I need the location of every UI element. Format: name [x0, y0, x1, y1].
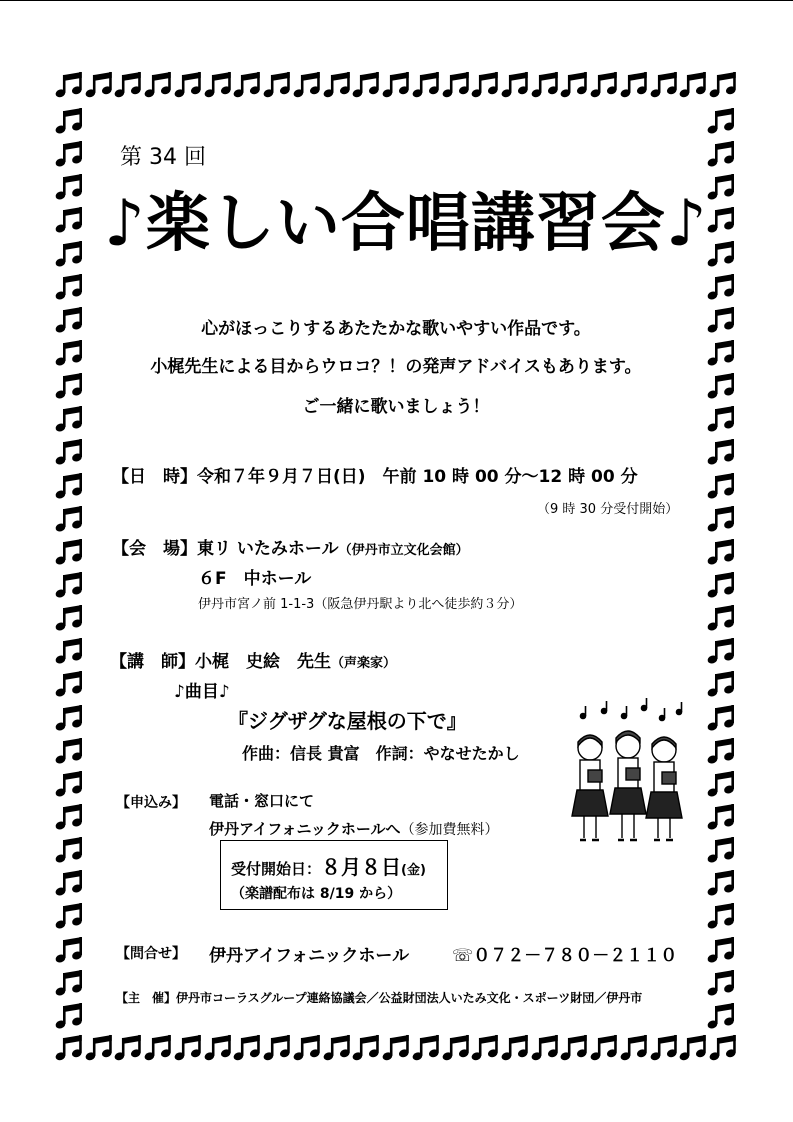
- venue-name: 東リ いたみホール: [197, 539, 339, 559]
- beamed-eighth-notes-icon: [54, 769, 84, 799]
- beamed-eighth-notes-icon: [706, 570, 736, 600]
- beamed-eighth-notes-icon: [143, 1033, 173, 1063]
- choir-singers-illustration: [552, 690, 692, 845]
- reception-start-row: [231, 851, 426, 880]
- beamed-eighth-notes-icon: [54, 371, 84, 401]
- lecturer-name: 小梶 史絵 先生: [195, 652, 331, 672]
- beamed-eighth-notes-icon: [262, 1033, 292, 1063]
- beamed-eighth-notes-icon: [706, 935, 736, 965]
- reception-start-box: [220, 840, 448, 910]
- beamed-eighth-notes-icon: [54, 868, 84, 898]
- intro-line-1: 心がほっこりするあたたかな歌いやすい作品です。: [201, 319, 591, 339]
- beamed-eighth-notes-icon: [706, 703, 736, 733]
- beamed-eighth-notes-icon: [54, 305, 84, 335]
- beamed-eighth-notes-icon: [173, 70, 203, 100]
- datetime-value: 令和７年９月７日(日) 午前 10 時 00 分～12 時 00 分: [197, 467, 638, 487]
- beamed-eighth-notes-icon: [706, 272, 736, 302]
- beamed-eighth-notes-icon: [706, 968, 736, 998]
- beamed-eighth-notes-icon: [54, 703, 84, 733]
- beamed-eighth-notes-icon: [530, 1033, 560, 1063]
- beamed-eighth-notes-icon: [530, 70, 560, 100]
- lecturer-role: （声楽家）: [331, 656, 397, 671]
- application-place-row: [209, 818, 499, 839]
- beamed-eighth-notes-icon: [54, 70, 84, 100]
- beamed-eighth-notes-icon: [292, 70, 322, 100]
- beamed-eighth-notes-icon: [706, 437, 736, 467]
- beamed-eighth-notes-icon: [708, 70, 738, 100]
- inquiry-name: 伊丹アイフォニックホール: [209, 946, 410, 966]
- beamed-eighth-notes-icon: [706, 371, 736, 401]
- beamed-eighth-notes-icon: [54, 205, 84, 235]
- beamed-eighth-notes-icon: [706, 338, 736, 368]
- beamed-eighth-notes-icon: [706, 1001, 736, 1031]
- venue-label: 【会 場】: [112, 539, 197, 559]
- beamed-eighth-notes-icon: [54, 1001, 84, 1031]
- beamed-eighth-notes-icon: [54, 935, 84, 965]
- beamed-eighth-notes-icon: [706, 868, 736, 898]
- beamed-eighth-notes-icon: [54, 172, 84, 202]
- score-distribution-note: （楽譜配布は 8/19 から）: [231, 886, 402, 902]
- datetime-row: [112, 462, 638, 487]
- beamed-eighth-notes-icon: [54, 504, 84, 534]
- venue-name-note: （伊丹市立文化会館）: [338, 543, 469, 558]
- beamed-eighth-notes-icon: [54, 404, 84, 434]
- beamed-eighth-notes-icon: [706, 106, 736, 136]
- beamed-eighth-notes-icon: [143, 70, 173, 100]
- venue-room: ６F 中ホール: [198, 569, 312, 589]
- beamed-eighth-notes-icon: [706, 504, 736, 534]
- application-place: 伊丹アイフォニックホールへ: [209, 820, 401, 838]
- beamed-eighth-notes-icon: [706, 835, 736, 865]
- beamed-eighth-notes-icon: [559, 1033, 589, 1063]
- note-border-left: [54, 106, 84, 1031]
- beamed-eighth-notes-icon: [706, 139, 736, 169]
- top-rule: [0, 0, 793, 1]
- application-method: 電話・窓口にて: [209, 792, 315, 810]
- beamed-eighth-notes-icon: [706, 769, 736, 799]
- inquiry-phone: ☏０７２－７８０－２１１０: [452, 946, 678, 966]
- beamed-eighth-notes-icon: [706, 802, 736, 832]
- beamed-eighth-notes-icon: [706, 239, 736, 269]
- reception-start-weekday: (金): [401, 863, 426, 878]
- beamed-eighth-notes-icon: [54, 106, 84, 136]
- repertoire-label: ♪曲目♪: [174, 682, 230, 702]
- beamed-eighth-notes-icon: [678, 70, 708, 100]
- note-border-top: [54, 70, 738, 100]
- beamed-eighth-notes-icon: [203, 70, 233, 100]
- beamed-eighth-notes-icon: [500, 1033, 530, 1063]
- beamed-eighth-notes-icon: [262, 70, 292, 100]
- beamed-eighth-notes-icon: [619, 1033, 649, 1063]
- beamed-eighth-notes-icon: [292, 1033, 322, 1063]
- beamed-eighth-notes-icon: [54, 537, 84, 567]
- reception-start-label: 受付開始日：: [231, 860, 322, 878]
- beamed-eighth-notes-icon: [706, 471, 736, 501]
- beamed-eighth-notes-icon: [232, 70, 262, 100]
- beamed-eighth-notes-icon: [54, 603, 84, 633]
- beamed-eighth-notes-icon: [559, 70, 589, 100]
- application-fee: （参加費無料）: [400, 822, 499, 838]
- intro-line-2: 小梶先生による目からウロコ？！の発声アドバイスもあります。: [150, 357, 642, 377]
- beamed-eighth-notes-icon: [54, 835, 84, 865]
- beamed-eighth-notes-icon: [706, 901, 736, 931]
- beamed-eighth-notes-icon: [54, 471, 84, 501]
- venue-address: 伊丹市宮ノ前 1-1-3（阪急伊丹駅より北へ徒歩約３分）: [198, 597, 523, 612]
- beamed-eighth-notes-icon: [54, 901, 84, 931]
- beamed-eighth-notes-icon: [706, 603, 736, 633]
- reception-time-note: （9 時 30 分受付開始）: [537, 502, 679, 517]
- beamed-eighth-notes-icon: [470, 1033, 500, 1063]
- beamed-eighth-notes-icon: [411, 70, 441, 100]
- page-title: ♪楽しい合唱講習会♪: [104, 187, 708, 261]
- organizer-line: 【主 催】伊丹市コーラスグループ連絡協議会／公益財団法人いたみ文化・スポーツ財団／伊丹市: [116, 991, 643, 1005]
- beamed-eighth-notes-icon: [619, 70, 649, 100]
- beamed-eighth-notes-icon: [706, 404, 736, 434]
- beamed-eighth-notes-icon: [54, 636, 84, 666]
- beamed-eighth-notes-icon: [706, 636, 736, 666]
- beamed-eighth-notes-icon: [381, 70, 411, 100]
- application-label: 【申込み】: [116, 795, 186, 811]
- beamed-eighth-notes-icon: [706, 736, 736, 766]
- beamed-eighth-notes-icon: [84, 1033, 114, 1063]
- beamed-eighth-notes-icon: [411, 1033, 441, 1063]
- beamed-eighth-notes-icon: [54, 437, 84, 467]
- inquiry-label: 【問合せ】: [116, 946, 186, 962]
- beamed-eighth-notes-icon: [54, 239, 84, 269]
- beamed-eighth-notes-icon: [173, 1033, 203, 1063]
- edition-number: 第 34 回: [120, 145, 206, 170]
- beamed-eighth-notes-icon: [84, 70, 114, 100]
- beamed-eighth-notes-icon: [54, 802, 84, 832]
- venue-row: [112, 534, 469, 559]
- beamed-eighth-notes-icon: [706, 537, 736, 567]
- beamed-eighth-notes-icon: [54, 139, 84, 169]
- song-credits: 作曲：信長 貴富 作詞：やなせたかし: [242, 744, 520, 763]
- beamed-eighth-notes-icon: [54, 272, 84, 302]
- beamed-eighth-notes-icon: [113, 70, 143, 100]
- beamed-eighth-notes-icon: [54, 1033, 84, 1063]
- beamed-eighth-notes-icon: [54, 570, 84, 600]
- beamed-eighth-notes-icon: [322, 1033, 352, 1063]
- beamed-eighth-notes-icon: [203, 1033, 233, 1063]
- lecturer-label: 【講 師】: [110, 652, 195, 672]
- lecturer-row: [110, 647, 396, 672]
- datetime-label: 【日 時】: [112, 467, 197, 487]
- beamed-eighth-notes-icon: [706, 669, 736, 699]
- beamed-eighth-notes-icon: [589, 70, 619, 100]
- beamed-eighth-notes-icon: [500, 70, 530, 100]
- beamed-eighth-notes-icon: [54, 669, 84, 699]
- beamed-eighth-notes-icon: [441, 70, 471, 100]
- beamed-eighth-notes-icon: [708, 1033, 738, 1063]
- beamed-eighth-notes-icon: [649, 1033, 679, 1063]
- beamed-eighth-notes-icon: [351, 70, 381, 100]
- beamed-eighth-notes-icon: [381, 1033, 411, 1063]
- beamed-eighth-notes-icon: [54, 736, 84, 766]
- beamed-eighth-notes-icon: [470, 70, 500, 100]
- beamed-eighth-notes-icon: [322, 70, 352, 100]
- beamed-eighth-notes-icon: [351, 1033, 381, 1063]
- beamed-eighth-notes-icon: [54, 968, 84, 998]
- beamed-eighth-notes-icon: [54, 338, 84, 368]
- beamed-eighth-notes-icon: [113, 1033, 143, 1063]
- beamed-eighth-notes-icon: [649, 70, 679, 100]
- note-border-bottom: [54, 1033, 738, 1063]
- note-border-right: [706, 106, 736, 1031]
- beamed-eighth-notes-icon: [678, 1033, 708, 1063]
- reception-start-date: ８月８日: [321, 855, 402, 879]
- beamed-eighth-notes-icon: [589, 1033, 619, 1063]
- beamed-eighth-notes-icon: [706, 205, 736, 235]
- beamed-eighth-notes-icon: [441, 1033, 471, 1063]
- beamed-eighth-notes-icon: [232, 1033, 262, 1063]
- beamed-eighth-notes-icon: [706, 172, 736, 202]
- beamed-eighth-notes-icon: [706, 305, 736, 335]
- intro-line-3: ご一緒に歌いましょう！: [302, 397, 490, 417]
- song-title: 『ジグザグな屋根の下で』: [228, 709, 467, 733]
